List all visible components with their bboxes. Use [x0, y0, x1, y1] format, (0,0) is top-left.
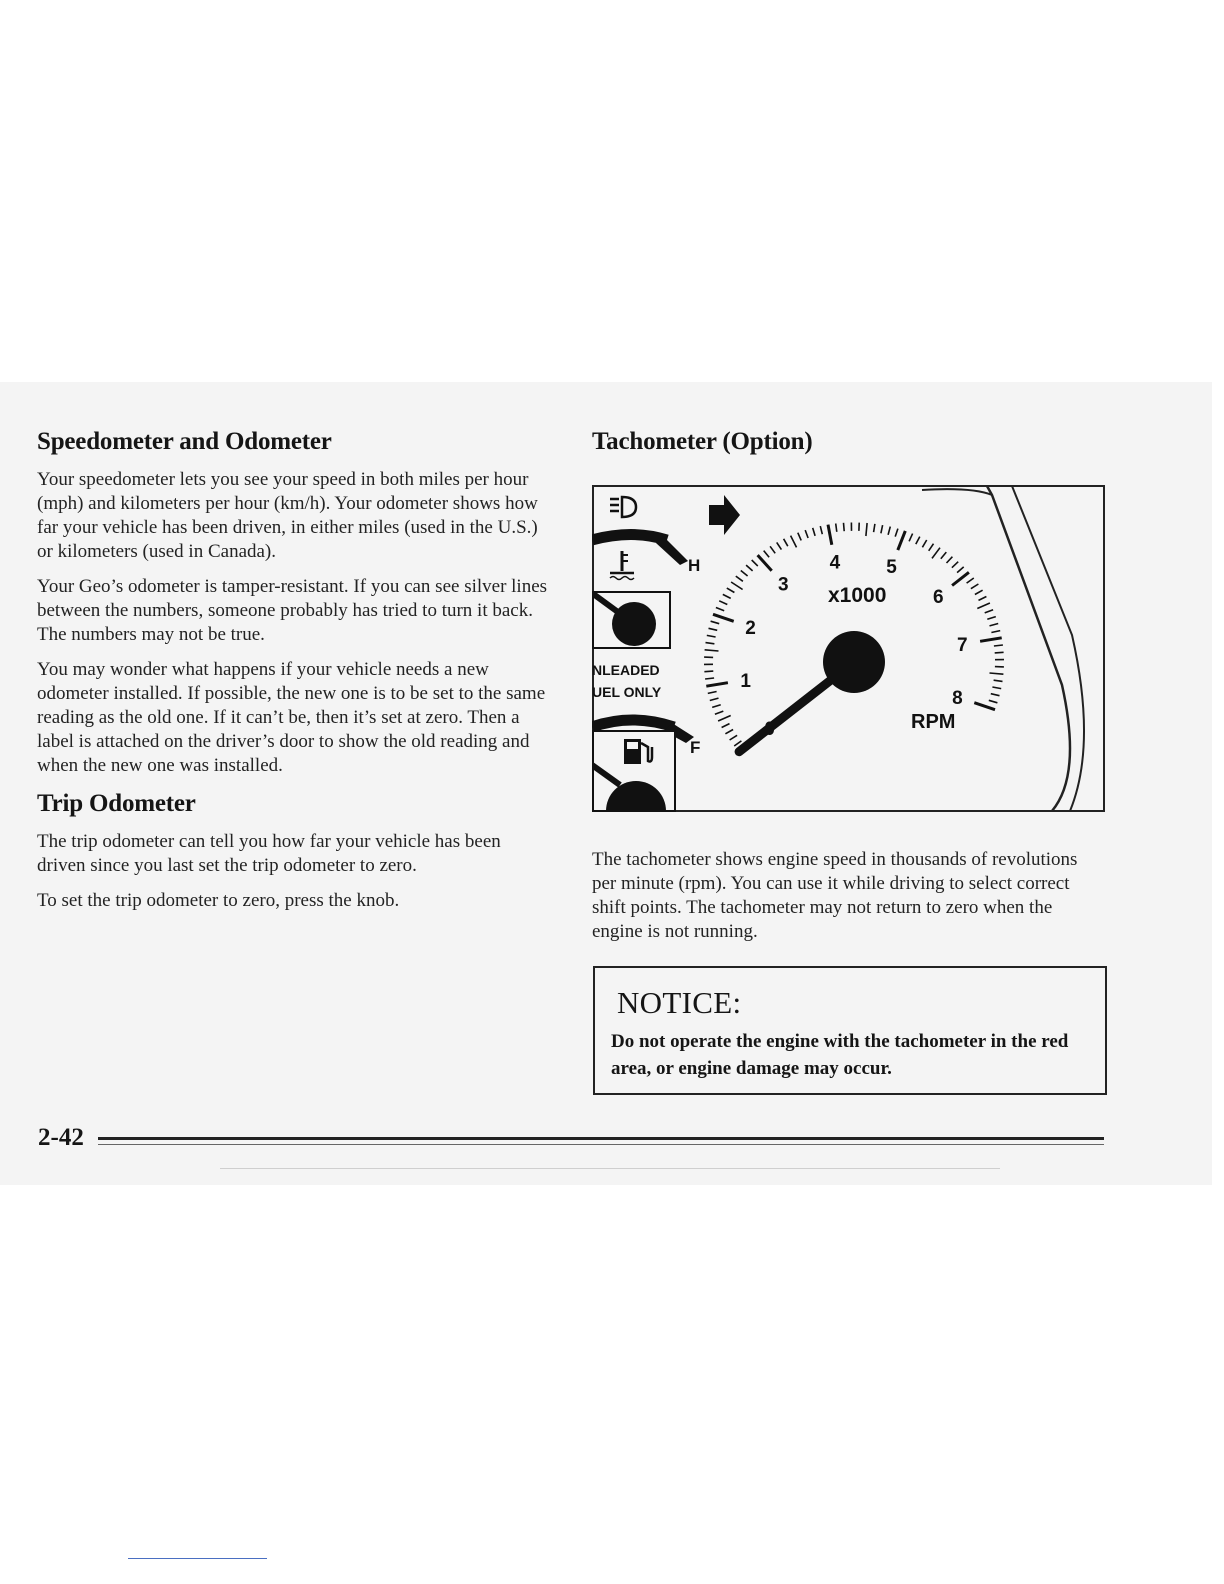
- footer-rule-thin: [98, 1144, 1104, 1145]
- left-column: [37, 428, 549, 924]
- temperature-gauge-hub: [612, 602, 656, 646]
- fuel-full-label: F: [690, 738, 701, 757]
- tach-minor-tick: [836, 524, 837, 532]
- notice-box: [593, 966, 1107, 1095]
- page-number: 2-42: [38, 1124, 84, 1151]
- tach-scale-number: 8: [952, 688, 963, 709]
- tach-scale-number: 2: [745, 618, 756, 639]
- trip-paragraph-1: The trip odometer can tell you how far your vehicle has been driven since you last set the trip odometer to zero.: [37, 831, 501, 876]
- tach-scale-number: 6: [933, 587, 944, 609]
- tach-minor-tick: [994, 645, 1003, 646]
- fuel-label-line-1: NLEADED: [592, 662, 660, 678]
- tach-hub: [823, 631, 885, 693]
- footer-rule: [98, 1137, 1104, 1140]
- tach-scale-number: 3: [778, 574, 789, 596]
- speedometer-paragraph-1: Your speedometer lets you see your speed in both miles per hour (mph) and kilometers per hour (km/h). Your odometer shows how far your vehicle has been driven, in either miles (used in the U.S.) or kilometers (used in Canada).: [37, 469, 538, 562]
- fuel-label-line-2: UEL ONLY: [592, 684, 662, 700]
- temperature-arc: [592, 535, 667, 541]
- tachometer-illustration: [592, 485, 1105, 812]
- footer-rule-faint: [220, 1168, 1000, 1169]
- speedometer-heading: Speedometer and Odometer: [37, 428, 332, 455]
- trip-paragraph-2: To set the trip odometer to zero, press the knob.: [37, 890, 400, 911]
- notice-text: Do not operate the engine with the tachometer in the red area, or engine damage may occur.: [611, 1031, 1069, 1079]
- tach-minor-tick: [844, 523, 845, 531]
- tach-scale-number: 5: [886, 556, 897, 578]
- bottom-link-underline: [128, 1558, 267, 1559]
- tach-scale-number: 1: [740, 670, 751, 692]
- speedometer-paragraph-2: Your Geo’s odometer is tamper-resistant. If you can see silver lines between the numbers, someone probably has tried to turn it back. The numbers may not be true.: [37, 576, 548, 645]
- tach-scale-number: 4: [829, 552, 841, 574]
- tach-minor-tick: [995, 652, 1004, 653]
- right-column: [592, 428, 1112, 468]
- tach-minor-tick: [704, 671, 713, 672]
- notice-title: NOTICE:: [617, 985, 742, 1020]
- tach-minor-tick: [705, 678, 714, 679]
- trip-odometer-heading: Trip Odometer: [37, 790, 196, 817]
- tachometer-caption: The tachometer shows engine speed in thousands of revolutions per minute (rpm). You can use it while driving to select correct shift points. The tachometer may not return to zero when the engine is not running.: [592, 849, 1078, 942]
- speedometer-paragraph-3: You may wonder what happens if your vehicle needs a new odometer installed. If possible, the new one is to be set to the same reading as the old one. If it can’t be, then it’s set at zero. Then a label is attached on the driver’s door to show the old reading and when the new one was installed.: [37, 659, 546, 776]
- temp-hot-label: H: [688, 556, 701, 575]
- tach-scale-number: 7: [957, 635, 968, 657]
- tachometer-figure: [592, 485, 1105, 812]
- tachometer-heading: Tachometer (Option): [592, 428, 813, 455]
- multiplier-label: x1000: [828, 584, 887, 607]
- rpm-label: RPM: [911, 711, 956, 733]
